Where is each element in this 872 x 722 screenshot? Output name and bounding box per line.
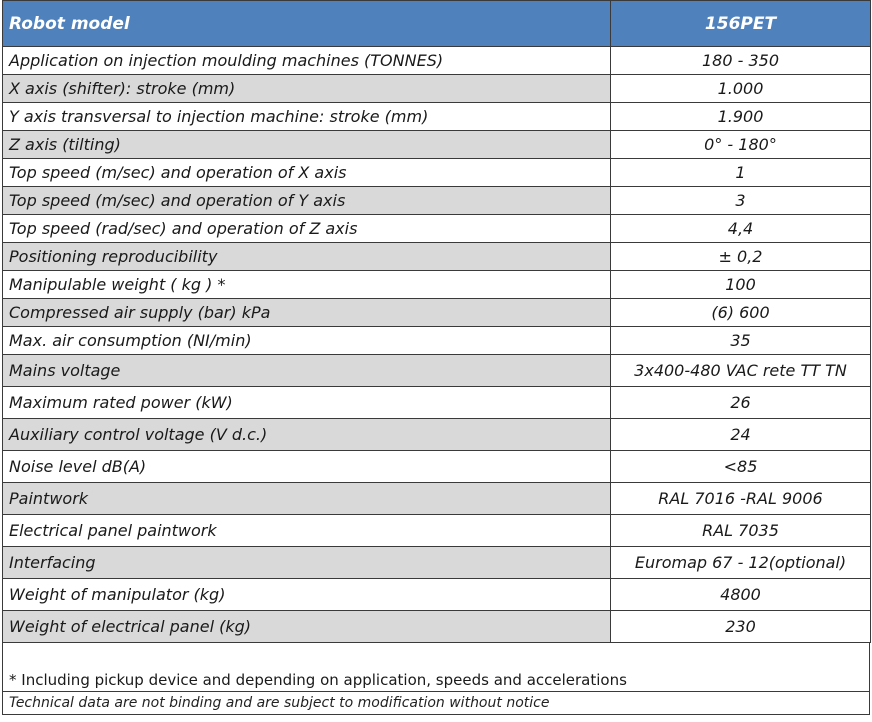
spec-label: Interfacing — [3, 547, 611, 579]
spec-label: Application on injection moulding machines (TONNES) — [3, 47, 611, 75]
spec-label: Electrical panel paintwork — [3, 515, 611, 547]
table-row — [3, 75, 871, 103]
spec-label: Weight of electrical panel (kg) — [3, 611, 611, 643]
spec-label: Noise level dB(A) — [3, 451, 611, 483]
table-row — [3, 387, 871, 419]
spec-value: 1 — [611, 159, 871, 187]
spec-value: 1.900 — [611, 103, 871, 131]
spec-value: 100 — [611, 271, 871, 299]
table-row — [3, 355, 871, 387]
table-row — [3, 419, 871, 451]
spec-label: Manipulable weight ( kg ) * — [3, 271, 611, 299]
spec-value: ± 0,2 — [611, 243, 871, 271]
spec-value: 26 — [611, 387, 871, 419]
disclaimer-note: Technical data are not binding and are subject to modification without notice — [9, 695, 550, 711]
table-row — [3, 243, 871, 271]
table-row — [3, 215, 871, 243]
footnote-spacer — [3, 643, 869, 669]
spec-value: 3x400-480 VAC rete TT TN — [611, 355, 871, 387]
spec-value: 1.000 — [611, 75, 871, 103]
table-row — [3, 451, 871, 483]
spec-label: Compressed air supply (bar) kPa — [3, 299, 611, 327]
table-row — [3, 47, 871, 75]
header-model-value: 156PET — [611, 1, 871, 47]
spec-value: 180 - 350 — [611, 47, 871, 75]
table-row — [3, 187, 871, 215]
spec-label: Z axis (tilting) — [3, 131, 611, 159]
spec-value: 0° - 180° — [611, 131, 871, 159]
footnotes — [2, 643, 870, 715]
spec-label: Top speed (m/sec) and operation of Y axis — [3, 187, 611, 215]
spec-value: 24 — [611, 419, 871, 451]
table-row — [3, 515, 871, 547]
table-row — [3, 103, 871, 131]
spec-label: Maximum rated power (kW) — [3, 387, 611, 419]
spec-value: 35 — [611, 327, 871, 355]
table-row — [3, 131, 871, 159]
spec-value: 4800 — [611, 579, 871, 611]
spec-label: Top speed (rad/sec) and operation of Z axis — [3, 215, 611, 243]
table-row — [3, 483, 871, 515]
table-row — [3, 271, 871, 299]
spec-value: RAL 7035 — [611, 515, 871, 547]
spec-label: Y axis transversal to injection machine: stroke (mm) — [3, 103, 611, 131]
spec-value: 4,4 — [611, 215, 871, 243]
table-row — [3, 327, 871, 355]
spec-value: 230 — [611, 611, 871, 643]
spec-label: Positioning reproducibility — [3, 243, 611, 271]
table-row — [3, 159, 871, 187]
table-row — [3, 299, 871, 327]
spec-label: Mains voltage — [3, 355, 611, 387]
spec-label: X axis (shifter): stroke (mm) — [3, 75, 611, 103]
specs-table — [2, 0, 871, 643]
table-header-row — [3, 1, 871, 47]
spec-value: 3 — [611, 187, 871, 215]
table-row — [3, 579, 871, 611]
spec-label: Max. air consumption (NI/min) — [3, 327, 611, 355]
spec-value: (6) 600 — [611, 299, 871, 327]
asterisk-footnote: * Including pickup device and depending on application, speeds and accelerations — [3, 669, 869, 692]
spec-label: Top speed (m/sec) and operation of X axis — [3, 159, 611, 187]
specs-body — [3, 47, 871, 643]
spec-label: Auxiliary control voltage (V d.c.) — [3, 419, 611, 451]
spec-value: Euromap 67 - 12(optional) — [611, 547, 871, 579]
header-label: Robot model — [3, 1, 611, 47]
spec-label: Paintwork — [3, 483, 611, 515]
spec-value: RAL 7016 -RAL 9006 — [611, 483, 871, 515]
spec-value: <85 — [611, 451, 871, 483]
table-row — [3, 611, 871, 643]
spec-sheet — [2, 0, 870, 715]
table-row — [3, 547, 871, 579]
spec-label: Weight of manipulator (kg) — [3, 579, 611, 611]
